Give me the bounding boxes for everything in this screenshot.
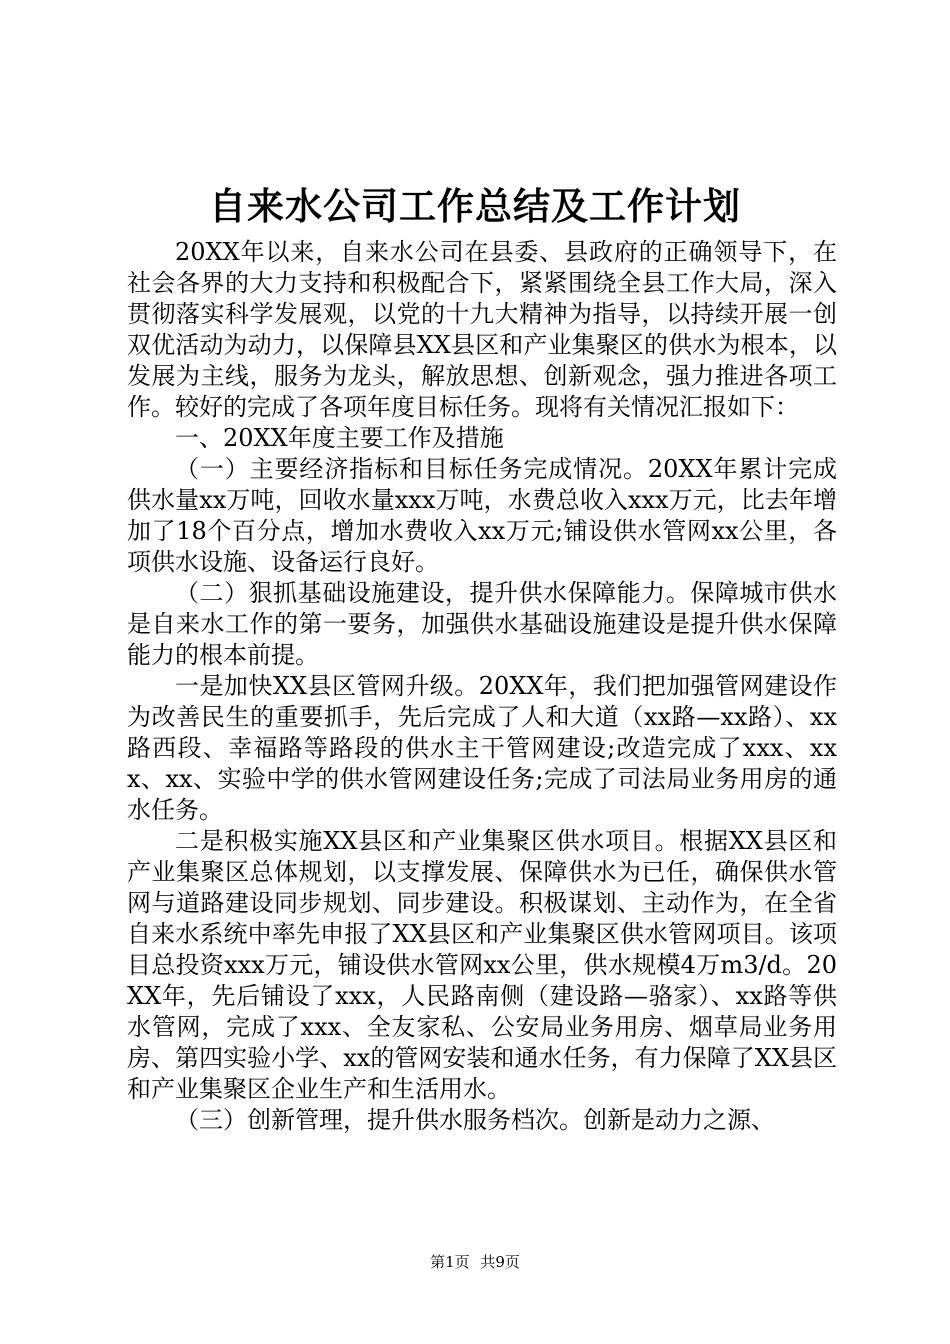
paragraph-pipe-network-upgrade: 一是加快XX县区管网升级。20XX年，我们把加强管网建设作为改善民生的重要抓手，先后完成了人和大道（xx路—xx路）、xx路西段、幸福路等路段的供水主干管网建设;改造完成了xxx、xxx、xx、实验中学的供水管网建设任务;完成了司法局业务用房的通水任务。 [127,672,837,824]
paragraph-intro: 20XX年以来，自来水公司在县委、县政府的正确领导下，在社会各界的大力支持和积极配合下，紧紧围绕全县工作大局，深入贯彻落实科学发展观，以党的十九大精神为指导，以持续开展一创双优活动为动力，以保障县XX县区和产业集聚区的供水为根本，以发展为主线，服务为龙头，解放思想、创新观念，强力推进各项工作。较好的完成了各项年度目标任务。现将有关情况汇报如下： [127,238,837,421]
page-footer [0,1252,950,1272]
paragraph-economic-indicators: （一）主要经济指标和目标任务完成情况。20XX年累计完成供水量xx万吨，回收水量xxx万吨，水费总收入xxx万元，比去年增加了18个百分点，增加水费收入xx万元;铺设供水管网xx公里，各项供水设施、设备运行良好。 [127,455,837,576]
paragraph-innovation: （三）创新管理，提升供水服务档次。创新是动力之源、 [175,1106,775,1134]
paragraph-infrastructure: （二）狠抓基础设施建设，提升供水保障能力。保障城市供水是自来水工作的第一要务，加强供水基础设施建设是提升供水保障能力的根本前提。 [127,579,837,669]
document-body [127,237,837,1136]
section-heading-1: 一、20XX年度主要工作及措施 [175,424,504,452]
page-total: 共9页 [480,1253,520,1271]
page-number: 第1页 [430,1253,470,1271]
document-title: 自来水公司工作总结及工作计划 [209,184,741,228]
paragraph-water-supply-project: 二是积极实施XX县区和产业集聚区供水项目。根据XX县区和产业集聚区总体规划，以支撑发展、保障供水为已任，确保供水管网与道路建设同步规划、同步建设。积极谋划、主动作为，在全省自来水系统中率先申报了XX县区和产业集聚区供水管网项目。该项目总投资xxx万元，铺设供水管网xx公里，供水规模4万m3/d。20XX年，先后铺设了xxx，人民路南侧（建设路—骆家）、xx路等供水管网，完成了xxx、全友家私、公安局业务用房、烟草局业务用房、第四实验小学、xx的管网安装和通水任务，有力保障了XX县区和产业集聚区企业生产和生活用水。 [127,827,837,1103]
